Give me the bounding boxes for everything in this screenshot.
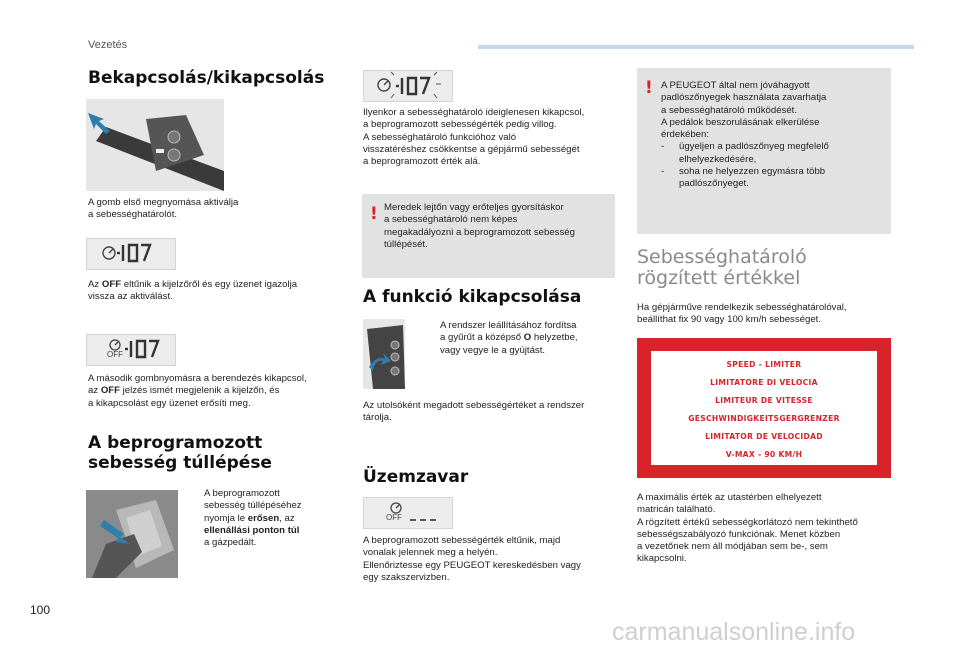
- middle-para-2: Az utolsóként megadott sebességértéket a rendszer tárolja.: [363, 400, 585, 424]
- label-line: V-MAX - 90 KM/H: [725, 450, 803, 459]
- stalk-image-1: [86, 99, 224, 191]
- left-para-2: Az OFF eltűnik a kijelzőről és egy üzenet igazolja vissza az aktiválást.: [88, 279, 298, 303]
- digit-display-icon: [117, 245, 150, 261]
- title-kikapcsolas: A funkció kikapcsolása: [363, 287, 582, 307]
- stalk-image-2: [363, 319, 405, 389]
- label-line: LIMITATORE DI VELOCIA: [710, 378, 818, 387]
- speed-display-fault: [363, 497, 453, 529]
- left-para-1: A gomb első megnyomása aktiválja a sebességhatárolót.: [88, 197, 239, 221]
- off-label: OFF: [107, 350, 123, 359]
- warning-icon: !: [645, 78, 653, 98]
- speedometer-icon: [110, 340, 120, 350]
- digit-display-icon: [396, 78, 429, 94]
- page-number: 100: [30, 603, 51, 617]
- middle-bullet-1: A rendszer leállításához fordítsa a gyűrűt a középső O helyzetbe, vagy vegye le a gyújtást.: [440, 320, 578, 356]
- digit-display-icon: [125, 341, 158, 357]
- middle-para-1: Ilyenkor a sebességhatároló ideiglenesen kikapcsol, a beprogramozott sebességérték pedig villog. A sebességhatároló funkcióhoz való visszatéréshez csökkentse a gépjármű sebességét a beprogramozott érték alá.: [363, 107, 585, 168]
- title-uzemzavar: Üzemzavar: [363, 467, 469, 487]
- title-tullepes: A beprogramozott sebesség túllépése: [88, 433, 272, 473]
- label-line: LIMITEUR DE VITESSE: [715, 396, 813, 405]
- warning-box-slope: ! Meredek lejtőn vagy erőteljes gyorsításkor a sebességhatároló nem képes megakadályozni a beprogramozott sebesség túllépését.: [362, 194, 615, 278]
- left-bullet-1: A beprogramozott sebesség túllépéséhez nyomja le erősen, az ellenállási ponton túl a gázpedált.: [204, 488, 302, 549]
- title-rogzitett: Sebességhatároló rögzített értékkel: [637, 246, 807, 289]
- left-para-3: A második gombnyomásra a berendezés kikapcsol, az OFF jelzés ismét megjelenik a kijelzőn, és a kikapcsolást egy üzenet erősíti meg.: [88, 373, 307, 409]
- speed-limiter-label: [637, 338, 891, 478]
- warning-box-mats: ! A PEUGEOT által nem jóváhagyott padlószőnyegek használata zavarhatja a sebességhatároló működését. A pedálok beszorulásának elkerülése érdekében: - ügyeljen a padlószőnyeg megfelelő elhelyezkedésére, - soha ne helyezzen egymásra több padlószőnyeget.: [637, 68, 891, 234]
- header-accent-bar: [478, 45, 914, 49]
- speedometer-icon: [103, 247, 115, 259]
- middle-para-3: A beprogramozott sebességérték eltűnik, majd vonalak jelennek meg a helyén. Ellenőriztesse egy PEUGEOT kereskedésben vagy egy szakszervizben.: [363, 535, 581, 583]
- label-line: SPEED - LIMITER: [726, 360, 802, 369]
- off-label: OFF: [386, 513, 402, 522]
- right-para-1: Ha gépjárműve rendelkezik sebességhatárolóval, beállíthat fix 90 vagy 100 km/h sebességet.: [637, 302, 847, 326]
- speed-display-1: [86, 238, 176, 270]
- title-bekapcsolas: Bekapcsolás/kikapcsolás: [88, 68, 325, 88]
- speedometer-icon: [378, 79, 390, 91]
- speed-display-2: [86, 334, 176, 366]
- speed-display-blink: [363, 70, 453, 102]
- pedal-image: [86, 490, 178, 578]
- label-line: LIMITATOR DE VELOCIDAD: [705, 432, 823, 441]
- watermark: carmanualsonline.info: [612, 618, 856, 646]
- right-para-2: A maximális érték az utastérben elhelyezett matricán található. A rögzített értékű sebességkorlátozó nem tekinthető sebességszabályozó funkciónak. Menet közben a vezetőnek nem áll módjában sem be-, sem kikapcsolni.: [637, 492, 858, 565]
- label-line: GESCHWINDIGKEITSGERGRENZER: [688, 414, 840, 423]
- warning-icon: !: [370, 204, 378, 224]
- section-label: Vezetés: [88, 39, 128, 51]
- speedometer-icon: [391, 503, 401, 513]
